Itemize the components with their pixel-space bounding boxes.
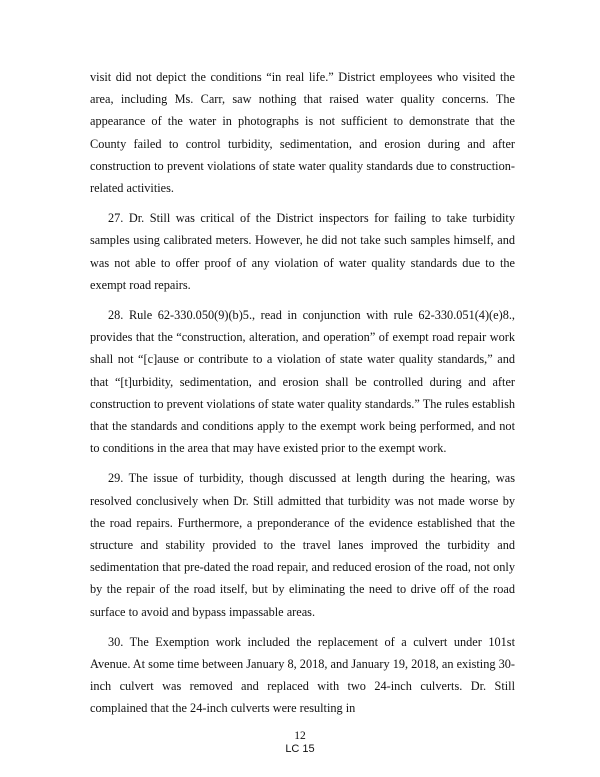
document-body (90, 66, 515, 728)
paragraph-29: 29. The issue of turbidity, though discussed at length during the hearing, was resolved conclusively when Dr. Still admitted that turbidity was not made worse by the road repairs. Furthermore, a preponderance of the evidence established that the structure and stability provided to the travel lanes improved the turbidity and sedimentation that pre-dated the road repair, and reduced erosion of the road, not only by the repair of the road itself, but by eliminating the need to drive off of the road surface to avoid and bypass impassable areas. (90, 471, 515, 619)
page-number: 12 (294, 730, 306, 742)
paragraph-continuation: visit did not depict the conditions “in real life.” District employees who visited the area, including Ms. Carr, saw nothing that raised water quality concerns. The appearance of the water in photographs is not sufficient to demonstrate that the County failed to control turbidity, sedimentation, and erosion during and after construction to prevent violations of state water quality standards due to construction-related activities. (90, 70, 515, 196)
paragraph-30: 30. The Exemption work included the replacement of a culvert under 101st Avenue. At some time between January 8, 2018, and January 19, 2018, an existing 30-inch culvert was removed and replaced with two 24-inch culverts. Dr. Still complained that the 24-inch culverts were resulting in (90, 634, 515, 716)
exhibit-label: LC 15 (285, 743, 315, 755)
paragraph-27: 27. Dr. Still was critical of the District inspectors for failing to take turbidity samples using calibrated meters. However, he did not take such samples himself, and was not able to offer proof of any violation of water quality standards due to the exempt road repairs. (90, 211, 515, 292)
paragraph-28: 28. Rule 62-330.050(9)(b)5., read in conjunction with rule 62-330.051(4)(e)8., provides that the “construction, alteration, and operation” of exempt road repair work shall not “[c]ause or contribute to a violation of state water quality standards,” and that “[t]urbidity, sedimentation, and erosion shall be controlled during and after construction to prevent violations of state water quality standards.” The rules establish that the standards and conditions apply to the exempt work being performed, and not to conditions in the area that may have existed prior to the exempt work. (90, 308, 515, 456)
